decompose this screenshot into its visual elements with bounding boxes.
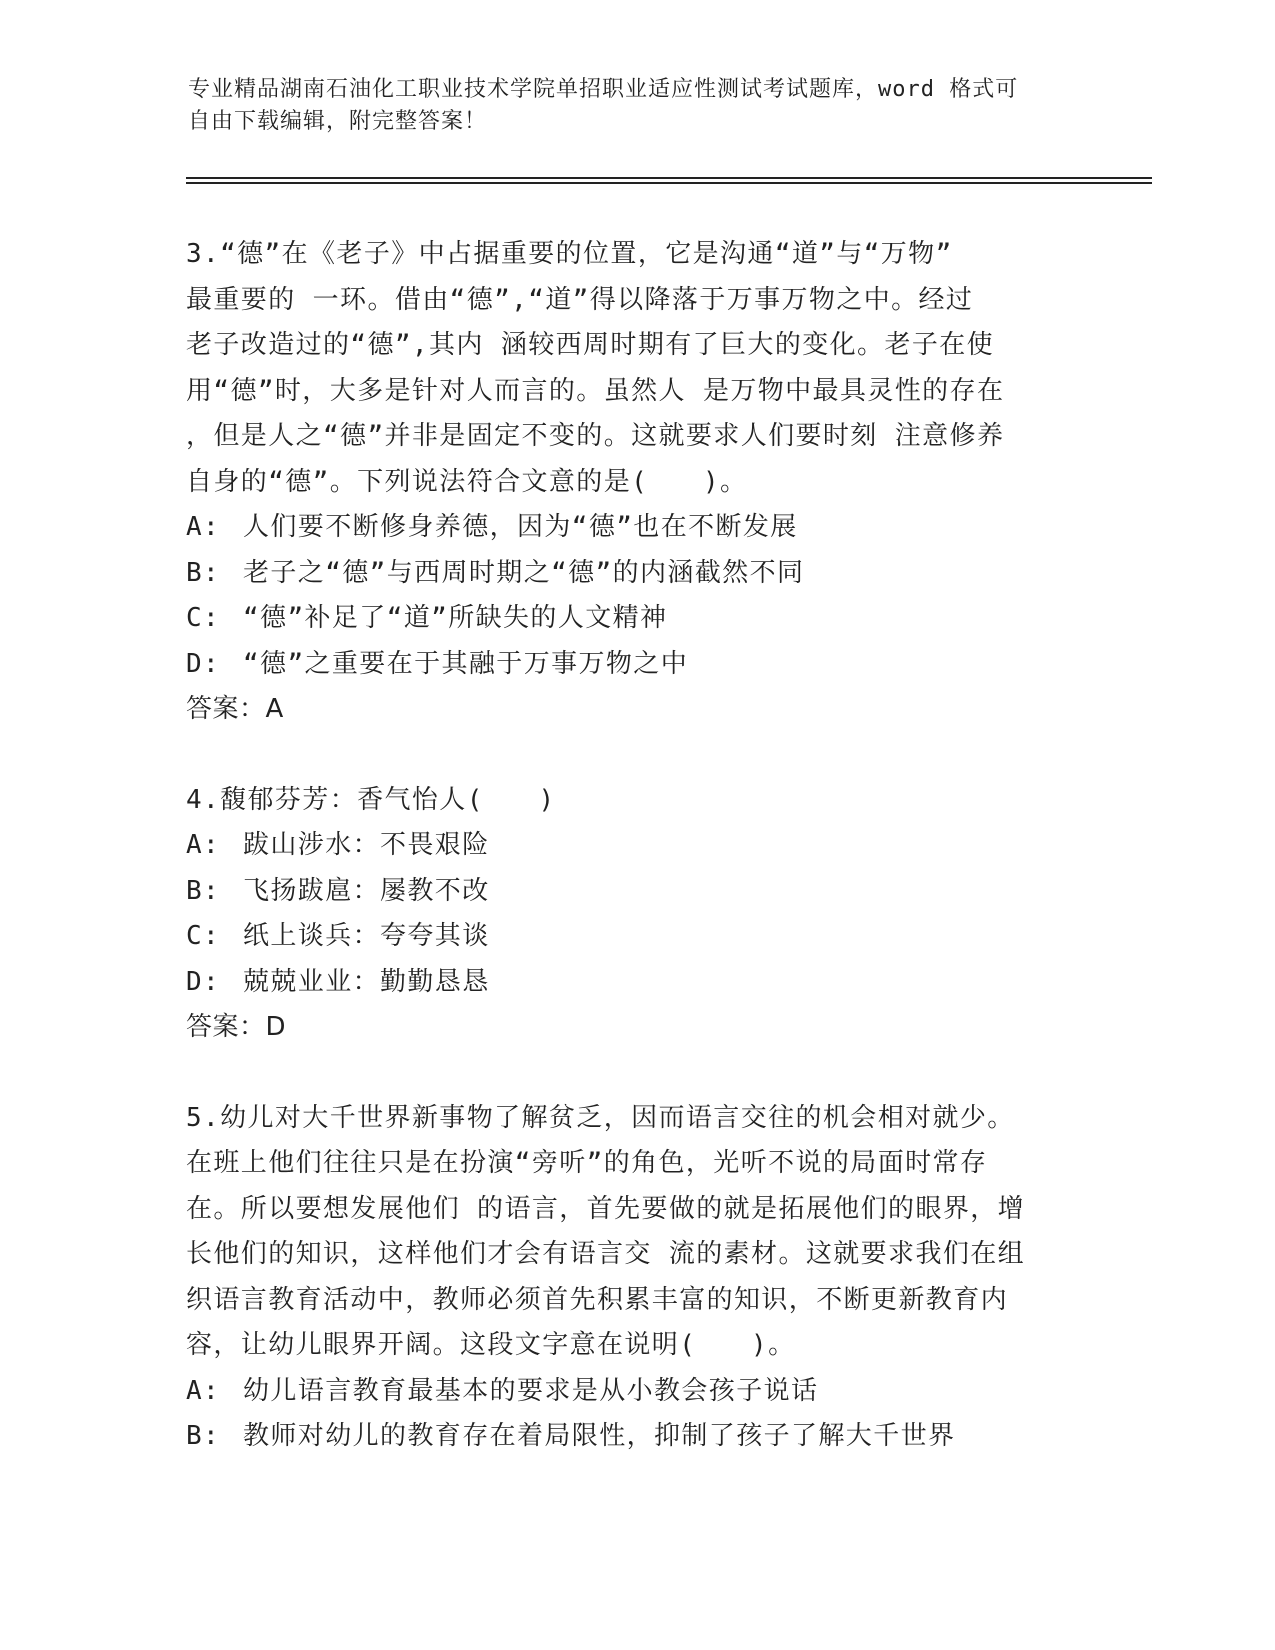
option-text: “德”补足了“道”所缺失的人文精神 bbox=[243, 603, 668, 633]
question-4 bbox=[186, 778, 1086, 1051]
option-c bbox=[186, 596, 1086, 642]
question-text-line: 5.幼儿对大千世界新事物了解贫乏，因而语言交往的机会相对就少。 bbox=[186, 1102, 1015, 1133]
question-text-line: 3.“德”在《老子》中占据重要的位置，它是沟通“道”与“万物” bbox=[186, 239, 953, 269]
option-letter: A: bbox=[186, 512, 221, 542]
option-text: 老子之“德”与西周时期之“德”的内涵截然不同 bbox=[243, 557, 805, 588]
page-header bbox=[188, 74, 1068, 138]
option-letter: B: bbox=[186, 875, 221, 906]
option-text: 教师对幼儿的教育存在着局限性，抑制了孩子了解大千世界 bbox=[243, 1421, 956, 1451]
option-text: 飞扬跋扈：屡教不改 bbox=[243, 875, 490, 906]
option-text: 幼儿语言教育最基本的要求是从小教会孩子说话 bbox=[243, 1375, 819, 1406]
question-text-line: 老子改造过的“德”,其内 涵较西周时期有了巨大的变化。老子在使 bbox=[186, 330, 995, 360]
option-d bbox=[186, 642, 1086, 688]
option-letter: D: bbox=[186, 648, 221, 679]
option-b bbox=[186, 1414, 1086, 1460]
question-text-line: 织语言教育活动中，教师必须首先积累丰富的知识，不断更新教育内 bbox=[186, 1284, 1009, 1315]
option-letter: A: bbox=[186, 830, 221, 860]
question-text-line: 最重要的 一环。借由“德”,“道”得以降落于万事万物之中。经过 bbox=[186, 284, 974, 315]
question-text-line: ，但是人之“德”并非是固定不变的。这就要求人们要时刻 注意修养 bbox=[186, 421, 1005, 451]
option-text: 跋山涉水：不畏艰险 bbox=[243, 830, 490, 860]
option-letter: C: bbox=[186, 921, 221, 951]
option-b bbox=[186, 551, 1086, 597]
question-text-line: 在班上他们往往只是在扮演“旁听”的角色，光听不说的局面时常存 bbox=[186, 1148, 988, 1178]
header-line-1: 专业精品湖南石油化工职业技术学院单招职业适应性测试考试题库，word 格式可 bbox=[188, 77, 1019, 102]
option-text: 纸上谈兵：夸夸其谈 bbox=[243, 921, 490, 951]
option-letter: B: bbox=[186, 557, 221, 588]
question-text-line: 用“德”时，大多是针对人而言的。虽然人 是万物中最具灵性的存在 bbox=[186, 375, 1005, 406]
option-text: 人们要不断修身养德，因为“德”也在不断发展 bbox=[243, 512, 798, 542]
option-letter: B: bbox=[186, 1421, 221, 1451]
option-a bbox=[186, 823, 1086, 869]
option-letter: A: bbox=[186, 1375, 221, 1406]
option-text: “德”之重要在于其融于万事万物之中 bbox=[243, 648, 689, 679]
option-text: 兢兢业业：勤勤恳恳 bbox=[243, 966, 490, 997]
option-d bbox=[186, 960, 1086, 1006]
question-text-line: 长他们的知识，这样他们才会有语言交 流的素材。这就要求我们在组 bbox=[186, 1239, 1026, 1269]
option-a bbox=[186, 1369, 1086, 1415]
question-list bbox=[186, 232, 1086, 1460]
option-letter: D: bbox=[186, 966, 221, 997]
answer-line: 答案：A bbox=[186, 694, 284, 724]
option-a bbox=[186, 505, 1086, 551]
question-text-line: 4.馥郁芬芳：香气怡人( ) bbox=[186, 784, 556, 815]
question-5 bbox=[186, 1096, 1086, 1460]
option-c bbox=[186, 914, 1086, 960]
answer-line: 答案：D bbox=[186, 1012, 287, 1042]
question-text-line: 容，让幼儿眼界开阔。这段文字意在说明( )。 bbox=[186, 1330, 796, 1360]
question-text-line: 在。所以要想发展他们 的语言，首先要做的就是拓展他们的眼界，增 bbox=[186, 1193, 1026, 1224]
option-b bbox=[186, 869, 1086, 915]
question-3 bbox=[186, 232, 1086, 733]
question-text-line: 自身的“德”。下列说法符合文意的是( )。 bbox=[186, 466, 748, 497]
header-divider-bottom bbox=[186, 182, 1152, 184]
header-divider-top bbox=[186, 177, 1152, 179]
option-letter: C: bbox=[186, 603, 221, 633]
header-line-2: 自由下载编辑，附完整答案！ bbox=[188, 109, 488, 134]
